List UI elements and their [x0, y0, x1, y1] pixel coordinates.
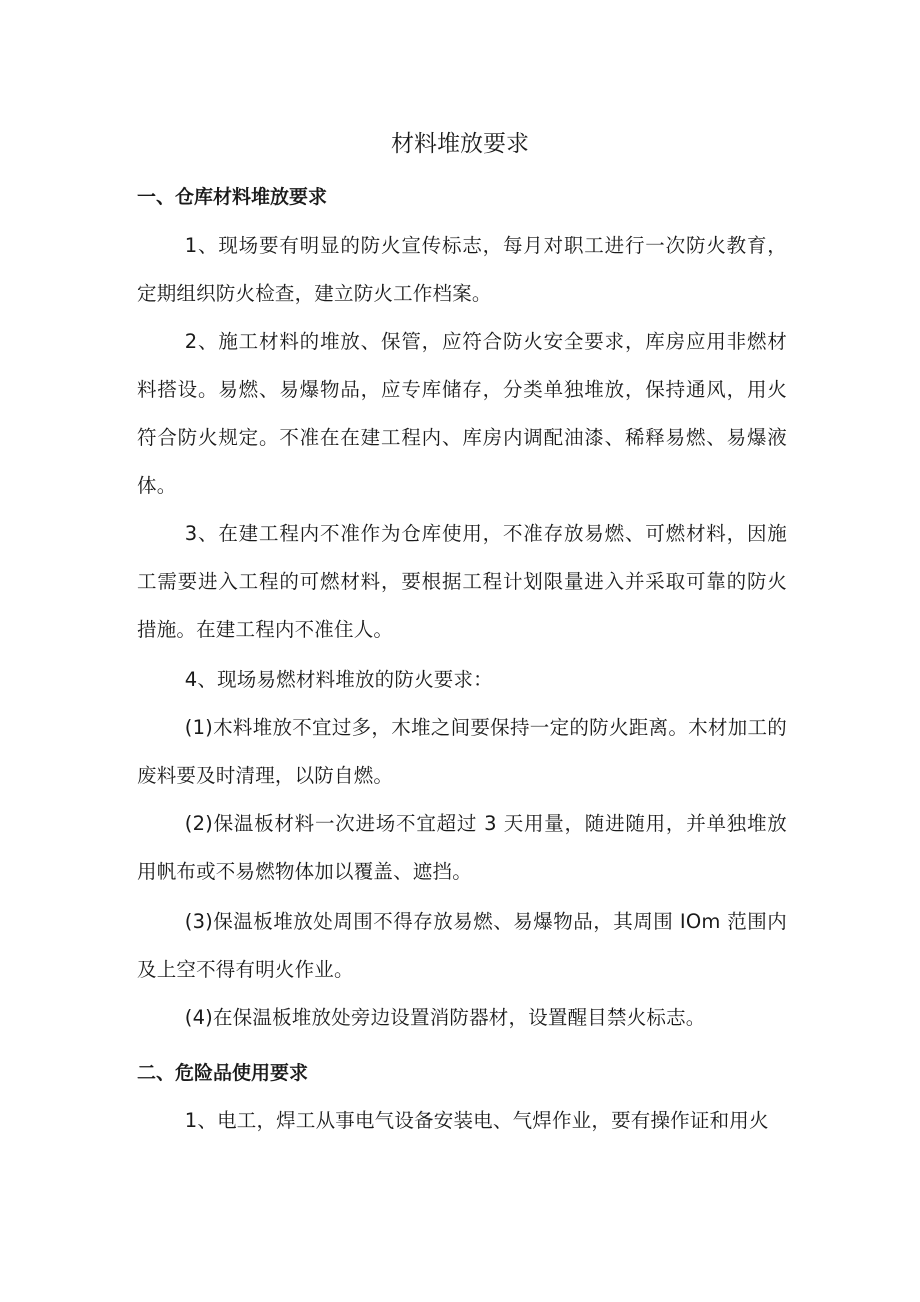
- paragraph: 2、施工材料的堆放、保管，应符合防火安全要求，库房应用非燃材料搭设。易燃、易爆物品，应专库储存，分类单独堆放，保持通风，用火符合防火规定。不准在在建工程内、库房内调配油漆、稀释易燃、易爆液体。: [137, 330, 787, 497]
- section-heading-warehouse: 一、仓库材料堆放要求: [137, 186, 328, 208]
- paragraph: 1、电工，焊工从事电气设备安装电、气焊作业，要有操作证和用火: [184, 1109, 769, 1132]
- section-heading-hazardous: 二、危险品使用要求: [137, 1062, 309, 1084]
- page-title: 材料堆放要求: [391, 131, 529, 157]
- paragraph: 1、现场要有明显的防火宣传标志，每月对职工进行一次防火教育，定期组织防火检查，建立防火工作档案。: [137, 234, 787, 305]
- paragraph: 3、在建工程内不准作为仓库使用，不准存放易燃、可燃材料，因施工需要进入工程的可燃材料，要根据工程计划限量进入并采取可靠的防火措施。在建工程内不准住人。: [137, 522, 787, 641]
- paragraph: (3)保温板堆放处周围不得存放易燃、易爆物品，其周围 IOm 范围内及上空不得有明火作业。: [137, 910, 787, 981]
- paragraph: (2)保温板材料一次进场不宜超过 3 天用量，随进随用，并单独堆放用帆布或不易燃物体加以覆盖、遮挡。: [137, 812, 787, 883]
- paragraph: 4、现场易燃材料堆放的防火要求：: [184, 668, 493, 691]
- paragraph: (4)在保温板堆放处旁边设置消防器材，设置醒目禁火标志。: [184, 1006, 706, 1029]
- paragraph: (1)木料堆放不宜过多，木堆之间要保持一定的防火距离。木材加工的废料要及时清理，以防自燃。: [137, 716, 787, 787]
